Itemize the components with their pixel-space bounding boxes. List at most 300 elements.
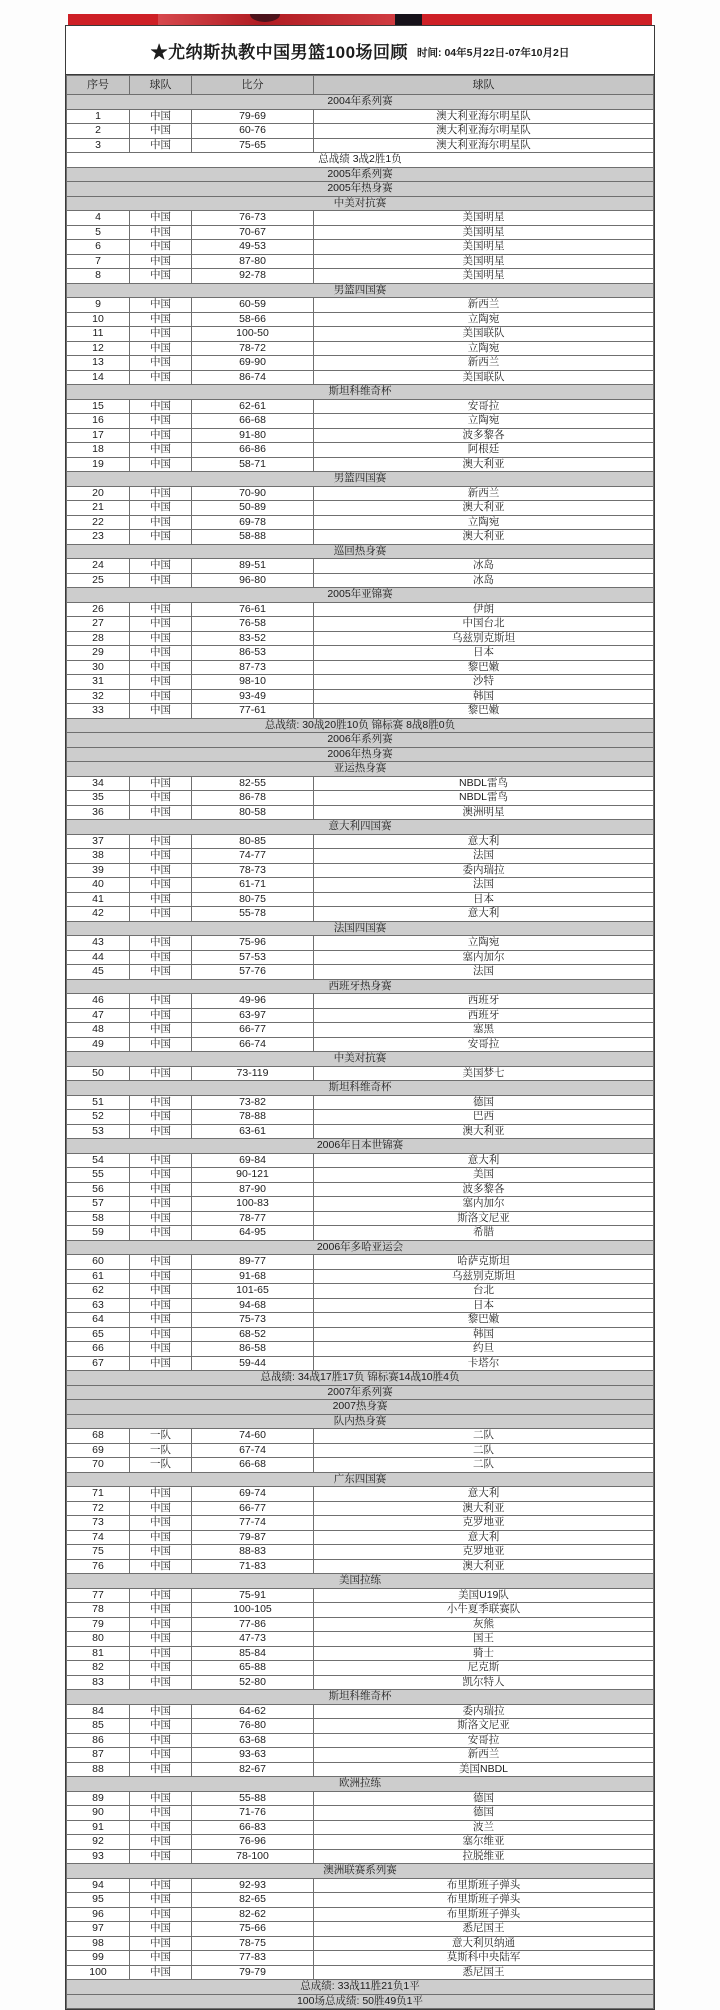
cell-team1: 中国 bbox=[130, 1951, 192, 1966]
cell-no: 8 bbox=[67, 269, 130, 284]
cell-no: 87 bbox=[67, 1748, 130, 1763]
cell-team1: 中国 bbox=[130, 1023, 192, 1038]
cell-score: 87-90 bbox=[192, 1182, 314, 1197]
cell-no: 49 bbox=[67, 1037, 130, 1052]
cell-score: 78-77 bbox=[192, 1211, 314, 1226]
cell-no: 1 bbox=[67, 109, 130, 124]
section-label: 欧洲拉练 bbox=[67, 1777, 654, 1792]
summary-white-row bbox=[67, 153, 654, 168]
cell-no: 34 bbox=[67, 776, 130, 791]
cell-team1: 中国 bbox=[130, 269, 192, 284]
table-row bbox=[67, 704, 654, 719]
cell-team2: 美国 bbox=[314, 1168, 654, 1183]
table-row bbox=[67, 950, 654, 965]
cell-team1: 中国 bbox=[130, 298, 192, 313]
table-row bbox=[67, 1095, 654, 1110]
cell-team1: 中国 bbox=[130, 1559, 192, 1574]
cell-no: 26 bbox=[67, 602, 130, 617]
table-row bbox=[67, 1646, 654, 1661]
table-row bbox=[67, 1516, 654, 1531]
table-row bbox=[67, 1806, 654, 1821]
table-row bbox=[67, 965, 654, 980]
table-row bbox=[67, 1951, 654, 1966]
table-row bbox=[67, 399, 654, 414]
cell-team1: 中国 bbox=[130, 617, 192, 632]
cell-team1: 中国 bbox=[130, 776, 192, 791]
table-row bbox=[67, 1661, 654, 1676]
cell-no: 66 bbox=[67, 1342, 130, 1357]
cell-team1: 中国 bbox=[130, 1110, 192, 1125]
cell-team1: 中国 bbox=[130, 1182, 192, 1197]
cell-team2: 骑士 bbox=[314, 1646, 654, 1661]
table-row bbox=[67, 1849, 654, 1864]
table-row bbox=[67, 863, 654, 878]
cell-no: 70 bbox=[67, 1458, 130, 1473]
cell-score: 86-78 bbox=[192, 791, 314, 806]
cell-score: 62-61 bbox=[192, 399, 314, 414]
cell-score: 66-77 bbox=[192, 1023, 314, 1038]
cell-team2: 美国梦七 bbox=[314, 1066, 654, 1081]
cell-no: 11 bbox=[67, 327, 130, 342]
table-row bbox=[67, 1791, 654, 1806]
summary-label: 总成绩: 33战11胜21负1平 bbox=[67, 1980, 654, 1995]
cell-score: 90-121 bbox=[192, 1168, 314, 1183]
games-review-table bbox=[65, 25, 655, 2010]
table-row bbox=[67, 1878, 654, 1893]
cell-team1: 中国 bbox=[130, 457, 192, 472]
cell-team1: 中国 bbox=[130, 660, 192, 675]
cell-team1: 中国 bbox=[130, 1704, 192, 1719]
summary-row bbox=[67, 718, 654, 733]
table-row bbox=[67, 1110, 654, 1125]
table-row bbox=[67, 1835, 654, 1850]
cell-no: 36 bbox=[67, 805, 130, 820]
section-label: 巡回热身赛 bbox=[67, 544, 654, 559]
cell-team1: 中国 bbox=[130, 1922, 192, 1937]
cell-no: 25 bbox=[67, 573, 130, 588]
cell-score: 50-89 bbox=[192, 501, 314, 516]
date-range-label: 时间: 04年5月22日-07年10月2日 bbox=[417, 46, 570, 59]
cell-score: 82-65 bbox=[192, 1893, 314, 1908]
table-row bbox=[67, 530, 654, 545]
cell-no: 56 bbox=[67, 1182, 130, 1197]
cell-score: 96-80 bbox=[192, 573, 314, 588]
cell-team2: 安哥拉 bbox=[314, 399, 654, 414]
cell-score: 65-88 bbox=[192, 1661, 314, 1676]
cell-no: 85 bbox=[67, 1719, 130, 1734]
cell-team1: 中国 bbox=[130, 225, 192, 240]
cell-no: 7 bbox=[67, 254, 130, 269]
cell-no: 80 bbox=[67, 1632, 130, 1647]
cell-team2: 意大利 bbox=[314, 1153, 654, 1168]
cell-no: 32 bbox=[67, 689, 130, 704]
table-row bbox=[67, 501, 654, 516]
cell-team1: 中国 bbox=[130, 863, 192, 878]
cell-team1: 中国 bbox=[130, 1298, 192, 1313]
cell-team2: 委内瑞拉 bbox=[314, 1704, 654, 1719]
cell-score: 66-83 bbox=[192, 1820, 314, 1835]
cell-team1: 中国 bbox=[130, 1255, 192, 1270]
table-row bbox=[67, 559, 654, 574]
cell-team1: 中国 bbox=[130, 602, 192, 617]
cell-team1: 中国 bbox=[130, 211, 192, 226]
cell-team1: 中国 bbox=[130, 109, 192, 124]
cell-no: 50 bbox=[67, 1066, 130, 1081]
section-row bbox=[67, 182, 654, 197]
cell-score: 49-96 bbox=[192, 994, 314, 1009]
cell-team2: 塞尔维亚 bbox=[314, 1835, 654, 1850]
section-label: 西班牙热身赛 bbox=[67, 979, 654, 994]
section-row bbox=[67, 1414, 654, 1429]
cell-team2: 莫斯科中央陆军 bbox=[314, 1951, 654, 1966]
cell-team2: 卡塔尔 bbox=[314, 1356, 654, 1371]
cell-score: 88-83 bbox=[192, 1545, 314, 1560]
cell-score: 87-73 bbox=[192, 660, 314, 675]
cell-score: 76-58 bbox=[192, 617, 314, 632]
table-row bbox=[67, 834, 654, 849]
cell-team1: 中国 bbox=[130, 1530, 192, 1545]
cell-team2: 意大利 bbox=[314, 907, 654, 922]
cell-team1: 中国 bbox=[130, 965, 192, 980]
cell-team1: 中国 bbox=[130, 1095, 192, 1110]
cell-no: 14 bbox=[67, 370, 130, 385]
table-row bbox=[67, 1603, 654, 1618]
cell-no: 78 bbox=[67, 1603, 130, 1618]
table-row bbox=[67, 660, 654, 675]
cell-team2: 布里斯班子弹头 bbox=[314, 1907, 654, 1922]
cell-score: 66-74 bbox=[192, 1037, 314, 1052]
cell-score: 47-73 bbox=[192, 1632, 314, 1647]
cell-team2: 立陶宛 bbox=[314, 515, 654, 530]
table-row bbox=[67, 1719, 654, 1734]
cell-no: 64 bbox=[67, 1313, 130, 1328]
section-row bbox=[67, 762, 654, 777]
cell-no: 61 bbox=[67, 1269, 130, 1284]
cell-team1: 中国 bbox=[130, 1893, 192, 1908]
cell-no: 58 bbox=[67, 1211, 130, 1226]
cell-team1: 中国 bbox=[130, 675, 192, 690]
column-header-row bbox=[67, 76, 654, 95]
cell-no: 75 bbox=[67, 1545, 130, 1560]
cell-team1: 中国 bbox=[130, 370, 192, 385]
cell-team2: 悉尼国王 bbox=[314, 1922, 654, 1937]
cell-score: 69-90 bbox=[192, 356, 314, 371]
cell-no: 21 bbox=[67, 501, 130, 516]
cell-no: 24 bbox=[67, 559, 130, 574]
table-row bbox=[67, 1168, 654, 1183]
top-red-banner bbox=[68, 14, 652, 25]
cell-team1: 一队 bbox=[130, 1458, 192, 1473]
table-row bbox=[67, 1327, 654, 1342]
cell-team2: 澳大利亚 bbox=[314, 530, 654, 545]
summary-label: 100场总成绩: 50胜49负1平 bbox=[67, 1994, 654, 2009]
cell-team2: 西班牙 bbox=[314, 994, 654, 1009]
table-row bbox=[67, 1893, 654, 1908]
cell-team1: 中国 bbox=[130, 1008, 192, 1023]
cell-no: 35 bbox=[67, 791, 130, 806]
cell-no: 51 bbox=[67, 1095, 130, 1110]
table-row bbox=[67, 646, 654, 661]
cell-team1: 中国 bbox=[130, 805, 192, 820]
cell-team1: 中国 bbox=[130, 1269, 192, 1284]
cell-team2: 冰岛 bbox=[314, 559, 654, 574]
cell-score: 58-88 bbox=[192, 530, 314, 545]
cell-score: 49-53 bbox=[192, 240, 314, 255]
cell-no: 74 bbox=[67, 1530, 130, 1545]
cell-team1: 中国 bbox=[130, 1936, 192, 1951]
cell-team1: 中国 bbox=[130, 1516, 192, 1531]
cell-team2: 克罗地亚 bbox=[314, 1545, 654, 1560]
cell-team2: 塞内加尔 bbox=[314, 950, 654, 965]
cell-team2: 阿根廷 bbox=[314, 443, 654, 458]
table-row bbox=[67, 994, 654, 1009]
cell-team1: 中国 bbox=[130, 1675, 192, 1690]
cell-team1: 中国 bbox=[130, 1226, 192, 1241]
section-label: 2005年亚锦赛 bbox=[67, 588, 654, 603]
cell-team2: 意大利贝纳通 bbox=[314, 1936, 654, 1951]
cell-no: 91 bbox=[67, 1820, 130, 1835]
table-row bbox=[67, 1748, 654, 1763]
cell-score: 77-61 bbox=[192, 704, 314, 719]
cell-team2: 美国明星 bbox=[314, 269, 654, 284]
table-row bbox=[67, 1153, 654, 1168]
cell-no: 79 bbox=[67, 1617, 130, 1632]
cell-score: 75-91 bbox=[192, 1588, 314, 1603]
section-row bbox=[67, 979, 654, 994]
cell-team1: 中国 bbox=[130, 399, 192, 414]
table-row bbox=[67, 370, 654, 385]
table-row bbox=[67, 269, 654, 284]
cell-team1: 中国 bbox=[130, 1197, 192, 1212]
cell-score: 93-49 bbox=[192, 689, 314, 704]
table-row bbox=[67, 1269, 654, 1284]
cell-no: 83 bbox=[67, 1675, 130, 1690]
cell-no: 72 bbox=[67, 1501, 130, 1516]
cell-no: 42 bbox=[67, 907, 130, 922]
section-row bbox=[67, 921, 654, 936]
section-label: 斯坦科维奇杯 bbox=[67, 1081, 654, 1096]
cell-no: 38 bbox=[67, 849, 130, 864]
section-label: 2004年系列赛 bbox=[67, 95, 654, 110]
cell-team2: 悉尼国王 bbox=[314, 1965, 654, 1980]
cell-team1: 中国 bbox=[130, 1719, 192, 1734]
cell-team1: 中国 bbox=[130, 994, 192, 1009]
cell-team2: 澳大利亚 bbox=[314, 1124, 654, 1139]
cell-team1: 中国 bbox=[130, 834, 192, 849]
cell-score: 71-83 bbox=[192, 1559, 314, 1574]
summary-white-label: 总战绩 3战2胜1负 bbox=[67, 153, 654, 168]
cell-team2: 黎巴嫩 bbox=[314, 660, 654, 675]
cell-no: 82 bbox=[67, 1661, 130, 1676]
cell-team2: 乌兹别克斯坦 bbox=[314, 631, 654, 646]
cell-no: 30 bbox=[67, 660, 130, 675]
section-label: 2007热身赛 bbox=[67, 1400, 654, 1415]
cell-team2: 伊朗 bbox=[314, 602, 654, 617]
cell-score: 79-69 bbox=[192, 109, 314, 124]
cell-team2: 美国联队 bbox=[314, 327, 654, 342]
cell-no: 90 bbox=[67, 1806, 130, 1821]
section-row bbox=[67, 472, 654, 487]
banner-watermark bbox=[158, 14, 418, 25]
cell-team2: 澳大利亚 bbox=[314, 1559, 654, 1574]
cell-team1: 中国 bbox=[130, 124, 192, 139]
cell-score: 77-86 bbox=[192, 1617, 314, 1632]
cell-team2: 台北 bbox=[314, 1284, 654, 1299]
summary-label: 总战绩: 34战17胜17负 锦标赛14战10胜4负 bbox=[67, 1371, 654, 1386]
cell-team2: 新西兰 bbox=[314, 486, 654, 501]
cell-team1: 中国 bbox=[130, 1835, 192, 1850]
cell-team2: 二队 bbox=[314, 1458, 654, 1473]
cell-score: 69-78 bbox=[192, 515, 314, 530]
table-title-row bbox=[66, 26, 654, 75]
cell-no: 46 bbox=[67, 994, 130, 1009]
cell-team2: 二队 bbox=[314, 1443, 654, 1458]
cell-no: 18 bbox=[67, 443, 130, 458]
cell-team2: 美国联队 bbox=[314, 370, 654, 385]
table-row bbox=[67, 341, 654, 356]
cell-no: 4 bbox=[67, 211, 130, 226]
table-row bbox=[67, 907, 654, 922]
table-row bbox=[67, 602, 654, 617]
cell-team2: 小牛夏季联赛队 bbox=[314, 1603, 654, 1618]
section-row bbox=[67, 733, 654, 748]
section-label: 2006年热身赛 bbox=[67, 747, 654, 762]
cell-team2: 新西兰 bbox=[314, 298, 654, 313]
table-row bbox=[67, 457, 654, 472]
table-row bbox=[67, 1965, 654, 1980]
table-row bbox=[67, 936, 654, 951]
section-label: 男篮四国赛 bbox=[67, 472, 654, 487]
cell-team1: 中国 bbox=[130, 689, 192, 704]
table-row bbox=[67, 312, 654, 327]
cell-no: 96 bbox=[67, 1907, 130, 1922]
cell-team1: 中国 bbox=[130, 414, 192, 429]
cell-no: 29 bbox=[67, 646, 130, 661]
cell-team2: 二队 bbox=[314, 1429, 654, 1444]
cell-team1: 中国 bbox=[130, 573, 192, 588]
cell-team1: 中国 bbox=[130, 907, 192, 922]
section-label: 2006年系列赛 bbox=[67, 733, 654, 748]
table-row bbox=[67, 515, 654, 530]
cell-team2: 克罗地亚 bbox=[314, 1516, 654, 1531]
cell-team2: 拉脱维亚 bbox=[314, 1849, 654, 1864]
cell-team1: 中国 bbox=[130, 1748, 192, 1763]
cell-score: 63-68 bbox=[192, 1733, 314, 1748]
cell-score: 57-76 bbox=[192, 965, 314, 980]
cell-team1: 中国 bbox=[130, 341, 192, 356]
cell-score: 92-93 bbox=[192, 1878, 314, 1893]
cell-team2: 澳大利亚海尔明星队 bbox=[314, 124, 654, 139]
cell-team2: 波兰 bbox=[314, 1820, 654, 1835]
cell-score: 76-61 bbox=[192, 602, 314, 617]
cell-no: 52 bbox=[67, 1110, 130, 1125]
cell-no: 2 bbox=[67, 124, 130, 139]
cell-team1: 中国 bbox=[130, 1487, 192, 1502]
table-row bbox=[67, 1037, 654, 1052]
section-label: 2006年日本世锦赛 bbox=[67, 1139, 654, 1154]
cell-score: 70-67 bbox=[192, 225, 314, 240]
cell-score: 75-65 bbox=[192, 138, 314, 153]
cell-score: 70-90 bbox=[192, 486, 314, 501]
cell-team1: 一队 bbox=[130, 1443, 192, 1458]
cell-score: 78-75 bbox=[192, 1936, 314, 1951]
cell-no: 95 bbox=[67, 1893, 130, 1908]
table-row bbox=[67, 1922, 654, 1937]
cell-team1: 中国 bbox=[130, 1878, 192, 1893]
cell-team1: 中国 bbox=[130, 1791, 192, 1806]
section-label: 队内热身赛 bbox=[67, 1414, 654, 1429]
cell-team2: 沙特 bbox=[314, 675, 654, 690]
cell-score: 100-105 bbox=[192, 1603, 314, 1618]
section-row bbox=[67, 544, 654, 559]
cell-score: 100-83 bbox=[192, 1197, 314, 1212]
cell-team2: 美国明星 bbox=[314, 225, 654, 240]
cell-team2: 美国明星 bbox=[314, 211, 654, 226]
cell-team2: 澳大利亚海尔明星队 bbox=[314, 138, 654, 153]
cell-team1: 中国 bbox=[130, 356, 192, 371]
cell-team2: 德国 bbox=[314, 1791, 654, 1806]
cell-team2: 斯洛文尼亚 bbox=[314, 1211, 654, 1226]
cell-no: 54 bbox=[67, 1153, 130, 1168]
table-row bbox=[67, 1530, 654, 1545]
section-row bbox=[67, 1385, 654, 1400]
cell-team2: 法国 bbox=[314, 878, 654, 893]
cell-team2: 新西兰 bbox=[314, 1748, 654, 1763]
cell-team1: 中国 bbox=[130, 1284, 192, 1299]
cell-score: 83-52 bbox=[192, 631, 314, 646]
cell-team2: 冰岛 bbox=[314, 573, 654, 588]
cell-no: 65 bbox=[67, 1327, 130, 1342]
cell-team2: 约旦 bbox=[314, 1342, 654, 1357]
cell-team2: 尼克斯 bbox=[314, 1661, 654, 1676]
cell-team1: 中国 bbox=[130, 1124, 192, 1139]
cell-team1: 中国 bbox=[130, 1545, 192, 1560]
cell-team2: 立陶宛 bbox=[314, 936, 654, 951]
table-row bbox=[67, 776, 654, 791]
table-row bbox=[67, 428, 654, 443]
cell-score: 82-67 bbox=[192, 1762, 314, 1777]
table-body bbox=[67, 95, 654, 2009]
table-row bbox=[67, 1458, 654, 1473]
table-row bbox=[67, 1211, 654, 1226]
section-label: 2007年系列赛 bbox=[67, 1385, 654, 1400]
cell-team1: 中国 bbox=[130, 1327, 192, 1342]
cell-score: 94-68 bbox=[192, 1298, 314, 1313]
cell-team2: 日本 bbox=[314, 1298, 654, 1313]
table-row bbox=[67, 1255, 654, 1270]
cell-no: 69 bbox=[67, 1443, 130, 1458]
cell-score: 73-82 bbox=[192, 1095, 314, 1110]
col-header-index: 序号 bbox=[67, 76, 130, 95]
table-row bbox=[67, 1762, 654, 1777]
table-row bbox=[67, 1023, 654, 1038]
section-row bbox=[67, 196, 654, 211]
cell-team1: 中国 bbox=[130, 1037, 192, 1052]
cell-no: 88 bbox=[67, 1762, 130, 1777]
section-row bbox=[67, 1400, 654, 1415]
cell-no: 100 bbox=[67, 1965, 130, 1980]
cell-team2: 灰熊 bbox=[314, 1617, 654, 1632]
cell-no: 41 bbox=[67, 892, 130, 907]
cell-team1: 中国 bbox=[130, 240, 192, 255]
table-row bbox=[67, 124, 654, 139]
table-row bbox=[67, 1226, 654, 1241]
cell-team1: 中国 bbox=[130, 631, 192, 646]
table-row bbox=[67, 805, 654, 820]
cell-no: 44 bbox=[67, 950, 130, 965]
cell-team1: 中国 bbox=[130, 878, 192, 893]
section-row bbox=[67, 1690, 654, 1705]
